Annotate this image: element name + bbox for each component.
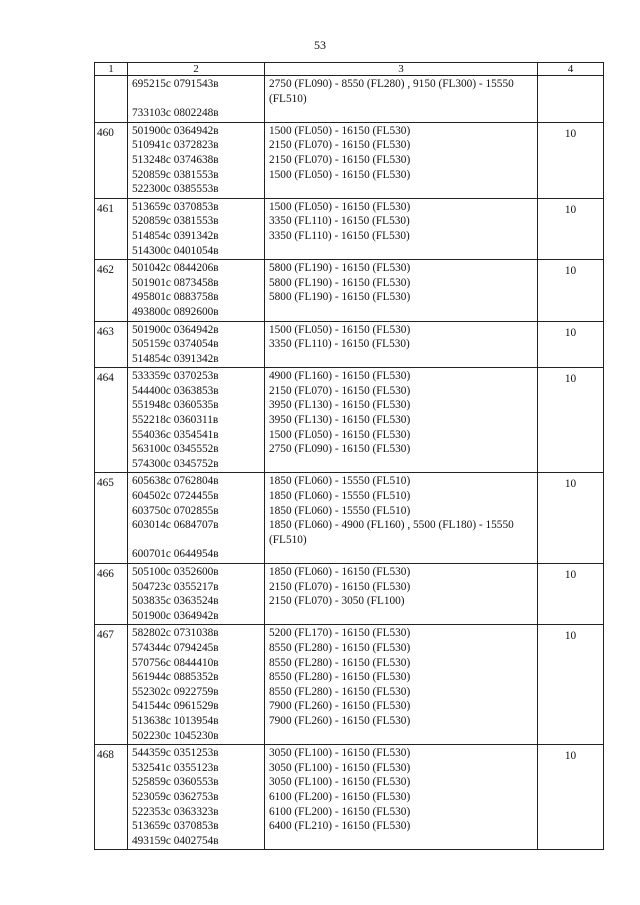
flight-level-line: 7900 (FL260) - 16150 (FL530) xyxy=(269,714,411,727)
coordinate-line: 502230с 1045230в xyxy=(132,729,219,742)
flight-levels-cell xyxy=(265,122,538,198)
coordinate-line: 514854с 0391342в xyxy=(132,352,219,365)
value-cell: 10 xyxy=(538,122,604,198)
table-body xyxy=(95,76,604,850)
coordinate-line: 561944с 0885352в xyxy=(132,671,219,684)
coordinates-cell xyxy=(128,625,265,745)
coordinate-line: 514300с 0401054в xyxy=(132,244,219,257)
flight-level-line: 2150 (FL070) - 16150 (FL530) xyxy=(269,139,411,152)
coordinate-line: 570756с 0844410в xyxy=(132,656,219,669)
coordinate-line: 514854с 0391342в xyxy=(132,229,219,242)
coordinate-line: 532541с 0355123в xyxy=(132,761,219,774)
flight-level-line: 1850 (FL060) - 16150 (FL530) xyxy=(269,566,411,578)
flight-levels-cell xyxy=(265,564,538,625)
flight-level-line: 1500 (FL050) - 16150 (FL530) xyxy=(269,428,411,441)
flight-level-line: 2750 (FL090) - 8550 (FL280) , 9150 (FL300) - 15550 (FL510) xyxy=(269,78,514,105)
row-number: 466 xyxy=(95,564,128,625)
coordinate-line: 501901с 0873458в xyxy=(132,276,219,289)
flight-level-line: 1850 (FL060) - 15550 (FL510) xyxy=(269,475,411,488)
coordinate-line: 505159с 0374054в xyxy=(132,338,219,351)
flight-levels-cell xyxy=(265,625,538,745)
coordinate-line: 504723с 0355217в xyxy=(132,580,219,593)
coordinate-line: 501900с 0364942в xyxy=(132,609,219,622)
coordinates-cell xyxy=(128,368,265,473)
flight-level-line: 3050 (FL100) - 16150 (FL530) xyxy=(269,747,411,760)
coordinate-line: 513248с 0374638в xyxy=(132,153,219,166)
flight-level-line: 1500 (FL050) - 16150 (FL530) xyxy=(269,200,411,213)
flight-level-line: 5800 (FL190) - 16150 (FL530) xyxy=(269,262,411,275)
flight-level-line: 2150 (FL070) - 16150 (FL530) xyxy=(269,384,411,397)
row-number: 463 xyxy=(95,321,128,368)
coordinate-line xyxy=(132,92,264,107)
flight-level-line: 1500 (FL050) - 16150 (FL530) xyxy=(269,124,411,137)
table-row xyxy=(95,625,604,745)
flight-level-line: 6100 (FL200) - 16150 (FL530) xyxy=(269,805,411,818)
coordinate-line: 574300с 0345752в xyxy=(132,457,219,470)
value-cell: 10 xyxy=(538,564,604,625)
flight-level-line: 4900 (FL160) - 16150 (FL530) xyxy=(269,370,411,383)
coordinate-line: 510941с 0372823в xyxy=(132,139,219,152)
header-col-2: 2 xyxy=(128,63,265,76)
flight-level-line: 7900 (FL260) - 16150 (FL530) xyxy=(269,700,411,713)
row-number: 461 xyxy=(95,198,128,259)
coordinate-line: 554036с 0354541в xyxy=(132,428,219,441)
flight-level-line: 3950 (FL130) - 16150 (FL530) xyxy=(269,399,411,412)
header-col-1: 1 xyxy=(95,63,128,76)
flight-level-line: 2750 (FL090) - 16150 (FL530) xyxy=(269,443,411,456)
coordinate-line: 522353с 0363323в xyxy=(132,805,219,818)
table-row xyxy=(95,198,604,259)
row-number: 464 xyxy=(95,368,128,473)
coordinate-line: 603750с 0702855в xyxy=(132,504,219,517)
row-number: 468 xyxy=(95,745,128,850)
flight-level-line: 1500 (FL050) - 16150 (FL530) xyxy=(269,168,411,181)
flight-level-line: 3950 (FL130) - 16150 (FL530) xyxy=(269,414,411,427)
header-col-3: 3 xyxy=(265,63,538,76)
coordinate-line: 505100с 0352600в xyxy=(132,566,219,578)
coordinate-line: 525859с 0360553в xyxy=(132,776,219,789)
coordinate-line: 501042с 0844206в xyxy=(132,262,219,275)
coordinates-cell xyxy=(128,321,265,368)
flight-level-line: 2150 (FL070) - 3050 (FL100) xyxy=(269,595,405,608)
row-number: 462 xyxy=(95,260,128,321)
coordinate-line: 495801с 0883758в xyxy=(132,291,219,304)
coordinate-line: 513659с 0370853в xyxy=(132,820,219,833)
header-col-4: 4 xyxy=(538,63,604,76)
coordinate-line: 501900с 0364942в xyxy=(132,124,219,137)
coordinate-line: 695215с 0791543в xyxy=(132,78,219,90)
row-number: 467 xyxy=(95,625,128,745)
value-cell: 10 xyxy=(538,625,604,745)
table-row xyxy=(95,260,604,321)
flight-level-line: 8550 (FL280) - 16150 (FL530) xyxy=(269,671,411,684)
flight-level-line: 8550 (FL280) - 16150 (FL530) xyxy=(269,641,411,654)
coordinates-cell xyxy=(128,122,265,198)
coordinate-line: 513638с 1013954в xyxy=(132,714,219,727)
table-row xyxy=(95,473,604,564)
flight-level-line: 5800 (FL190) - 16150 (FL530) xyxy=(269,291,411,304)
coordinate-line: 563100с 0345552в xyxy=(132,443,219,456)
flight-level-line: 1850 (FL060) - 4900 (FL160) , 5500 (FL180) - 15550 (FL510) xyxy=(269,519,514,546)
row-number xyxy=(95,76,128,123)
page-number: 53 xyxy=(314,38,326,52)
coordinates-cell xyxy=(128,260,265,321)
table-row xyxy=(95,122,604,198)
value-cell: 10 xyxy=(538,745,604,850)
coordinates-cell xyxy=(128,564,265,625)
flight-levels-cell xyxy=(265,76,538,123)
flight-level-line: 1850 (FL060) - 15550 (FL510) xyxy=(269,490,411,503)
coordinate-line: 552302с 0922759в xyxy=(132,685,219,698)
coordinates-cell xyxy=(128,76,265,123)
header-row xyxy=(95,63,604,76)
coordinate-line: 523059с 0362753в xyxy=(132,790,219,803)
coordinate-line: 520859с 0381553в xyxy=(132,215,219,228)
value-cell: 10 xyxy=(538,198,604,259)
flight-level-line: 3050 (FL100) - 16150 (FL530) xyxy=(269,761,411,774)
flight-levels-cell xyxy=(265,321,538,368)
value-cell xyxy=(538,76,604,123)
coordinate-line: 513659с 0370853в xyxy=(132,200,219,213)
flight-levels-cell xyxy=(265,745,538,850)
coordinate-line xyxy=(132,533,264,548)
coordinate-line: 522300с 0385553в xyxy=(132,183,219,196)
coordinate-line: 605638с 0762804в xyxy=(132,475,219,488)
coordinate-line: 604502с 0724455в xyxy=(132,490,219,503)
coordinates-cell xyxy=(128,198,265,259)
value-cell: 10 xyxy=(538,321,604,368)
flight-levels-cell xyxy=(265,368,538,473)
row-number: 460 xyxy=(95,122,128,198)
flight-level-line: 3350 (FL110) - 16150 (FL530) xyxy=(269,338,410,351)
coordinate-line: 544359с 0351253в xyxy=(132,747,219,760)
flight-level-line: 1850 (FL060) - 15550 (FL510) xyxy=(269,504,411,517)
coordinate-line: 552218с 0360311в xyxy=(132,414,219,427)
coordinate-line: 520859с 0381553в xyxy=(132,168,219,181)
coordinate-line: 733103с 0802248в xyxy=(132,107,219,120)
flight-level-line: 8550 (FL280) - 16150 (FL530) xyxy=(269,685,411,698)
coordinates-cell xyxy=(128,745,265,850)
flight-level-line: 8550 (FL280) - 16150 (FL530) xyxy=(269,656,411,669)
flight-level-line: 1500 (FL050) - 16150 (FL530) xyxy=(269,323,411,336)
coordinate-line: 603014с 0684707в xyxy=(132,519,219,532)
value-cell: 10 xyxy=(538,260,604,321)
coordinate-line: 582802с 0731038в xyxy=(132,627,219,640)
flight-level-line: 3050 (FL100) - 16150 (FL530) xyxy=(269,776,411,789)
coordinate-line: 503835с 0363524в xyxy=(132,595,219,608)
table-row xyxy=(95,76,604,123)
flight-levels-cell xyxy=(265,198,538,259)
coordinate-line: 551948с 0360535в xyxy=(132,399,219,412)
flight-level-line: 5800 (FL190) - 16150 (FL530) xyxy=(269,276,411,289)
table-row xyxy=(95,564,604,625)
table-row xyxy=(95,368,604,473)
coordinate-line: 533359с 0370253в xyxy=(132,370,219,383)
flight-level-line: 3350 (FL110) - 16150 (FL530) xyxy=(269,215,410,228)
value-cell: 10 xyxy=(538,473,604,564)
flight-level-line: 6400 (FL210) - 16150 (FL530) xyxy=(269,820,411,833)
coordinate-line: 501900с 0364942в xyxy=(132,323,219,336)
coordinate-line: 541544с 0961529в xyxy=(132,700,219,713)
row-number: 465 xyxy=(95,473,128,564)
flight-level-line: 6100 (FL200) - 16150 (FL530) xyxy=(269,790,411,803)
flight-levels-cell xyxy=(265,260,538,321)
flight-level-line: 2150 (FL070) - 16150 (FL530) xyxy=(269,580,411,593)
table-row xyxy=(95,745,604,850)
flight-levels-cell xyxy=(265,473,538,564)
coordinate-line: 600701с 0644954в xyxy=(132,548,219,561)
data-table xyxy=(94,62,604,850)
coordinate-line: 544400с 0363853в xyxy=(132,384,219,397)
table-row xyxy=(95,321,604,368)
value-cell: 10 xyxy=(538,368,604,473)
coordinate-line: 493159с 0402754в xyxy=(132,834,219,847)
coordinate-line: 493800с 0892600в xyxy=(132,305,219,318)
flight-level-line: 5200 (FL170) - 16150 (FL530) xyxy=(269,627,411,640)
flight-level-line: 3350 (FL110) - 16150 (FL530) xyxy=(269,229,410,242)
coordinate-line: 574344с 0794245в xyxy=(132,641,219,654)
flight-level-line: 2150 (FL070) - 16150 (FL530) xyxy=(269,153,411,166)
coordinates-cell xyxy=(128,473,265,564)
